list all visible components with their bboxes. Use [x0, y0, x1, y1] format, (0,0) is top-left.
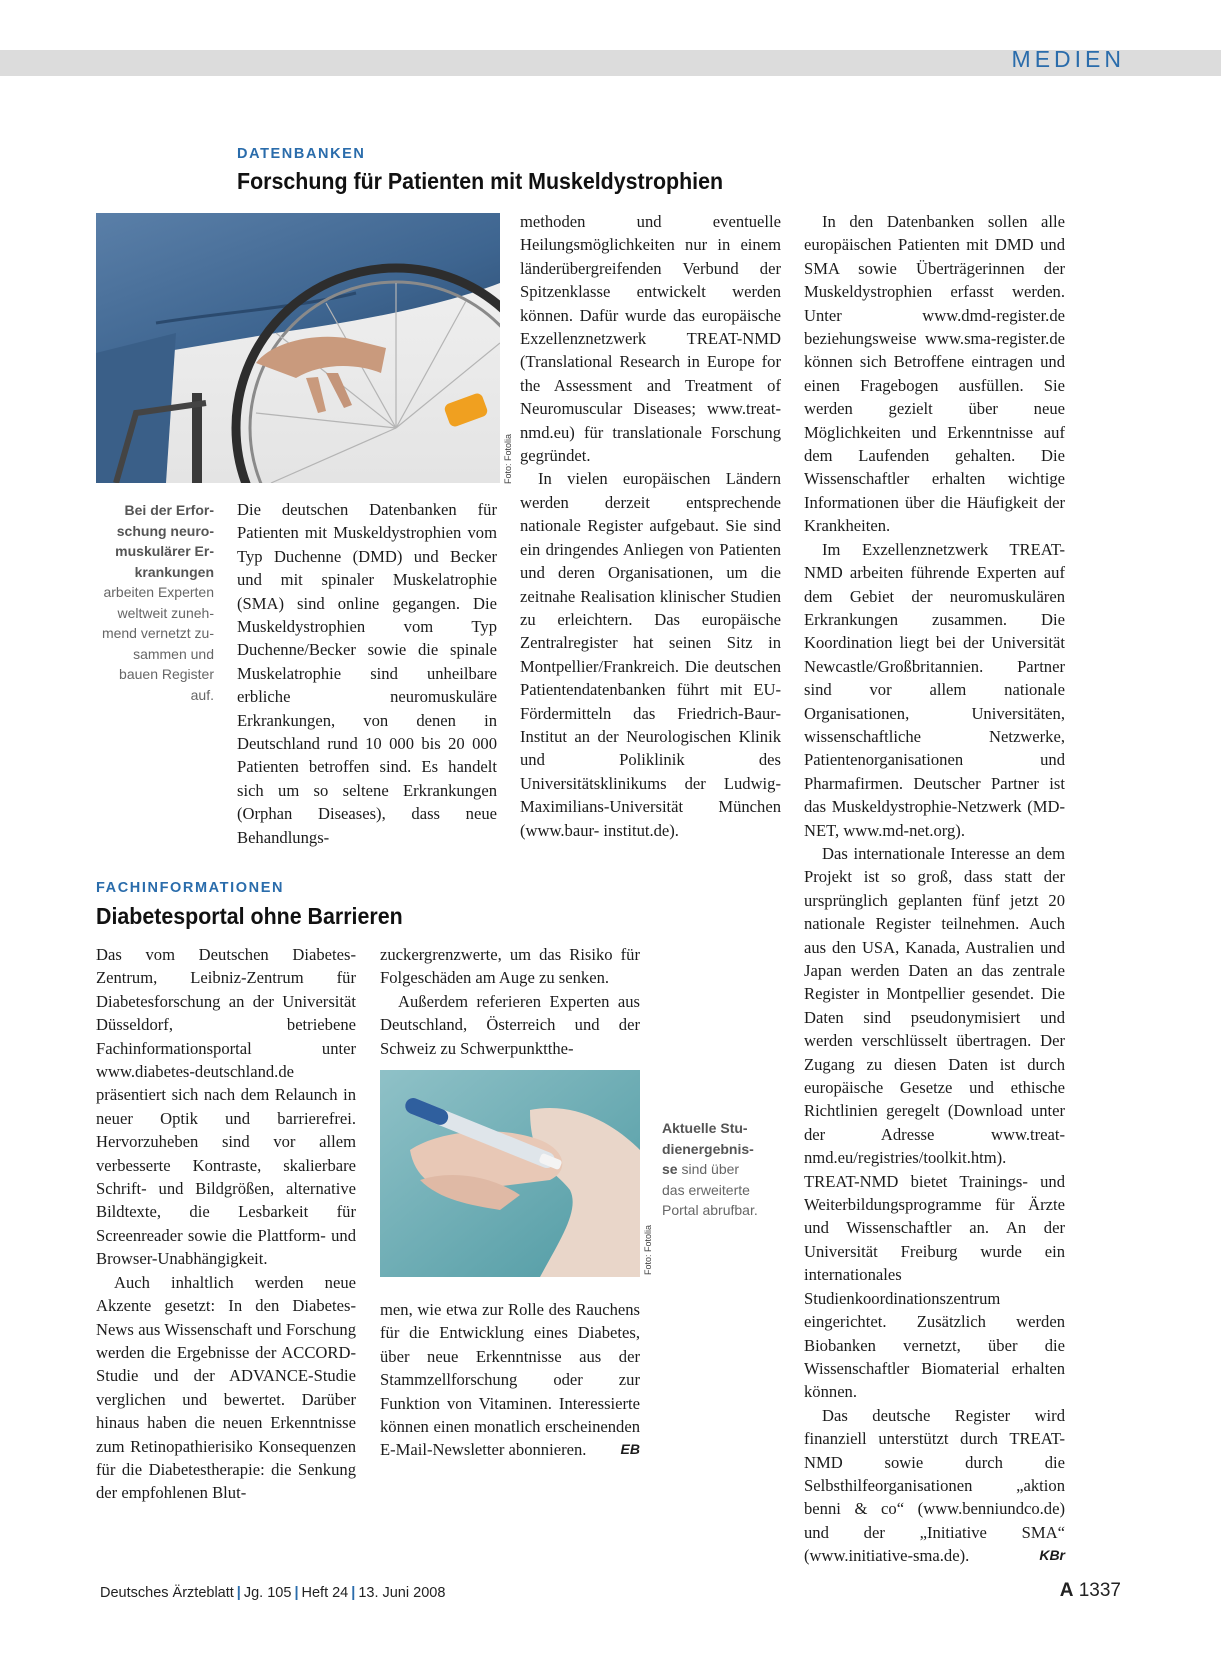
article2-column-2-top	[380, 943, 640, 1060]
footer	[100, 1585, 445, 1601]
article2-paragraph: Außerdem referieren Experten aus Deutschland, Österreich und der Schweiz zu Schwerpunktthe-	[380, 991, 640, 1058]
article2-caption-text: sind über das erweiterte Portal abrufbar.	[662, 1161, 758, 1218]
article2-signature: EB	[620, 1441, 640, 1458]
insulin-pen-illustration	[380, 1070, 640, 1277]
footer-volume: Jg. 105	[243, 1585, 292, 1601]
article1-column-2	[520, 210, 781, 842]
article2-column-1	[96, 943, 356, 1505]
article2-kicker: FACHINFORMATIONEN	[96, 880, 285, 896]
article2-paragraph: zuckergrenzwerte, um das Risiko für Folgeschäden am Auge zu senken.	[380, 945, 640, 988]
article1-paragraph: Die deutschen Datenbanken für Patienten mit Muskeldystrophien vom Typ Duchenne (DMD) und Becker und mit spinaler Muskelatrophie (SMA) sind online gegangen. Die Muskeldystrophien vom Typ Duchenne/Becker sowie die spinale Muskelatrophie sind unheilbare erbliche neuromuskuläre Erkrankungen, von denen in Deutschland rund 10 000 bis 20 000 Patienten betroffen sind. Es handelt sich um so seltene Erkrankungen (Orphan Diseases), dass neue Behandlungs-	[237, 500, 497, 847]
page-prefix: A	[1059, 1580, 1074, 1601]
article1-paragraph: In den Datenbanken sollen alle europäischen Patienten mit DMD und SMA sowie Überträgerinnen der Muskeldystrophien erfasst werden. Unter www.dmd-register.de beziehungsweise www.sma-register.de können sich Betroffene eintragen und einen Fragebogen ausfüllen. Sie werden gezielt über neue Möglichkeiten und Erkenntnisse auf dem Laufenden gehalten. Die Wissenschaftler erhalten wichtige Informationen über die Häufigkeit der Krankheiten.	[804, 212, 1065, 536]
article2-last-paragraph-text: men, wie etwa zur Rolle des Rauchens für die Entwicklung eines Diabetes, über neue Erkenntnisse aus der Stammzellforschung oder zur Funktion von Vitaminen. Interessierte können einen monatlich erscheinenden E-Mail-Newsletter abonnieren.	[380, 1300, 640, 1460]
article2-column-2-bottom	[380, 1298, 640, 1462]
article1-paragraph: Im Exzellenznetzwerk TREAT-NMD arbeiten führende Experten auf dem Gebiet der neuromuskulären Erkrankungen zusammen. Die Koordination liegt bei der Universität Newcastle/Großbritannien. Partner sind vor allem nationale Organisationen, Universitäten, wissenschaftliche Netzwerke, Patientenorganisationen und Pharmafirmen. Deutscher Partner ist das Muskeldystrophie-Netzwerk (MD-NET, www.md-net.org).	[804, 539, 1065, 840]
article1-photo-credit: Foto: Fotolia	[503, 433, 513, 484]
page-number-value: 1337	[1078, 1580, 1121, 1601]
article2-paragraph: Auch inhaltlich werden neue Akzente gesetzt: In den Diabetes-News aus Wissenschaft und Forschung werden die Ergebnisse der ACCORD-Studie und der ADVANCE-Studie verglichen und bewertet. Darüber hinaus haben die neuen Erkenntnisse zum Retinopathierisiko Konsequenzen für die Diabetestherapie: die Senkung der empfohlenen Blut-	[96, 1272, 356, 1503]
footer-separator: |	[236, 1585, 241, 1601]
page-number	[1060, 1580, 1121, 1602]
footer-date: 13. Juni 2008	[358, 1585, 446, 1601]
footer-journal: Deutsches Ärzteblatt	[100, 1585, 234, 1601]
article1-signature: KBr	[1039, 1547, 1065, 1564]
article2-photo-credit: Foto: Fotolia	[643, 1224, 653, 1275]
article2-paragraph: Das vom Deutschen Diabetes-Zentrum, Leibniz-Zentrum für Diabetesforschung an der Universität Düsseldorf, betriebene Fachinformationsportal unter www.diabetes-deutschland.de präsentiert sich nach dem Relaunch in neuer Optik und barrierefrei. Hervorzuheben sind vor allem verbesserte Kontraste, skalierbare Schrift- und Bildgrößen, alternative Bildtexte, die Lesbarkeit für Screenreader sowie die Plattform- und Browser-Unabhängigkeit.	[96, 945, 356, 1269]
article1-caption-text: arbeiten Experten weltweit zuneh-mend vernetzt zu-sammen und bauen Register auf.	[101, 584, 214, 703]
article1-column-3	[804, 210, 1065, 1568]
article2-caption	[662, 1118, 762, 1221]
wheelchair-photo	[96, 213, 500, 483]
article1-column-1	[237, 498, 497, 849]
article1-last-paragraph-text: Das deutsche Register wird finanziell unterstützt durch TREAT-NMD sowie durch die Selbsthilfeorganisationen „aktion benni & co“ (www.benniundco.de) und der „Initiative SMA“ (www.initiative-sma.de).	[804, 1405, 1065, 1566]
article1-paragraph: Das internationale Interesse an dem Projekt ist so groß, dass statt der ursprünglich geplanten fünf jetzt 20 nationale Register teilnehmen. Auch aus den USA, Kanada, Australien und Japan werden Daten an das zentrale Register in Montpellier gesendet. Die Daten sind pseudonymisiert und werden verschlüsselt übertragen. Der Zugang zu diesen Daten ist durch europäische Gesetze und ethische Richtlinien geregelt (Download unter der Adresse www.treat-nmd.eu/registries/toolkit.htm). TREAT-NMD bietet Trainings- und Weiterbildungsprogramme für Ärzte und Wissenschaftler an. An der Universität Freiburg wurde ein internationales Studienkoordinationszentrum eingerichtet. Zusätzlich werden Biobanken vernetzt, über die Wissenschaftler Biomaterial erhalten können.	[804, 843, 1065, 1402]
article1-kicker: DATENBANKEN	[237, 146, 366, 162]
footer-issue: Heft 24	[301, 1585, 349, 1601]
article1-paragraph	[804, 1404, 1065, 1568]
section-label: MEDIEN	[1011, 46, 1125, 72]
article2-caption-bold: Aktuelle Stu-dienergebnis-se	[662, 1120, 754, 1177]
insulin-pen-photo	[380, 1070, 640, 1277]
article1-caption	[96, 500, 214, 705]
footer-separator: |	[351, 1585, 356, 1601]
article2-paragraph	[380, 1298, 640, 1462]
article1-headline: Forschung für Patienten mit Muskeldystrophien	[237, 168, 724, 194]
article1-paragraph: methoden und eventuelle Heilungsmöglichkeiten nur in einem länderübergreifenden Verbund der Spitzenklasse entwickelt werden können. Dafür wurde das europäische Exzellenznetzwerk TREAT-NMD (Translational Research in Europe for the Assessment and Treatment of Neuromuscular Diseases; www.treat-nmd.eu) für translationale Forschung gegründet.	[520, 212, 781, 466]
footer-separator: |	[294, 1585, 299, 1601]
wheelchair-illustration	[96, 213, 500, 483]
article1-caption-bold: Bei der Erfor-schung neuro-muskulärer Er-krankungen	[115, 502, 214, 580]
article2-headline: Diabetesportal ohne Barrieren	[96, 903, 403, 929]
article1-paragraph: In vielen europäischen Ländern werden derzeit entsprechende nationale Register aufgebaut. Sie sind ein dringendes Anliegen von Patienten und deren Organisationen, um die zeitnahe Realisation klinischer Studien zu erleichtern. Das europäische Zentralregister hat seinen Sitz in Montpellier/Frankreich. Die deutschen Patientendatenbanken führt mit EU-Fördermitteln das Friedrich-Baur-Institut an der Neurologischen Klinik und Poliklinik des Universitätsklinikums der Ludwig-Maximilians-Universität München (www.baur- institut.de).	[520, 469, 781, 840]
